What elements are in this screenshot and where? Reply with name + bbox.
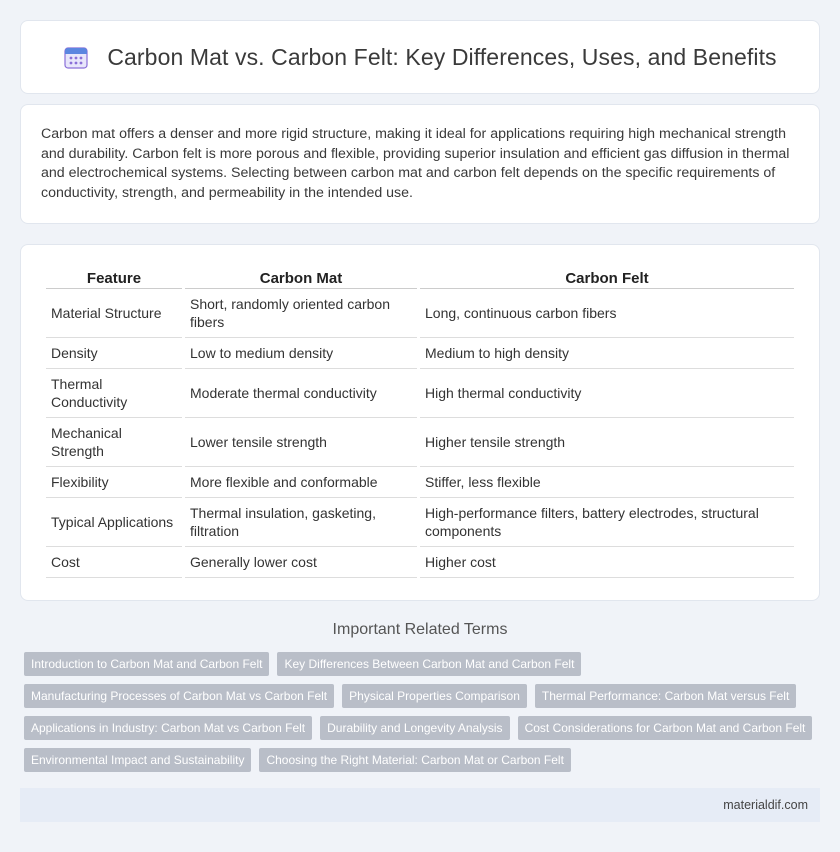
related-term-tag[interactable]: Thermal Performance: Carbon Mat versus Felt [535,684,796,708]
cell-carbon-mat: Low to medium density [185,338,417,369]
cell-feature: Material Structure [46,289,182,338]
comparison-table-card [20,244,820,601]
header-carbon-felt: Carbon Felt [420,265,794,289]
cell-carbon-felt: Higher tensile strength [420,418,794,467]
header-feature: Feature [46,265,182,289]
cell-feature: Thermal Conductivity [46,369,182,418]
footer-site-link[interactable]: materialdif.com [723,798,808,812]
header-card [20,20,820,94]
calendar-icon [63,44,89,70]
related-terms-list [24,652,824,772]
table-row [46,289,794,338]
table-header-row [46,265,794,289]
related-term-tag[interactable]: Manufacturing Processes of Carbon Mat vs Carbon Felt [24,684,334,708]
cell-carbon-mat: Lower tensile strength [185,418,417,467]
cell-carbon-mat: Moderate thermal conductivity [185,369,417,418]
cell-carbon-mat: Short, randomly oriented carbon fibers [185,289,417,338]
title-wrap [63,44,776,71]
cell-carbon-felt: High thermal conductivity [420,369,794,418]
footer [20,788,820,822]
cell-feature: Mechanical Strength [46,418,182,467]
related-term-tag[interactable]: Introduction to Carbon Mat and Carbon Felt [24,652,269,676]
related-term-tag[interactable]: Durability and Longevity Analysis [320,716,509,740]
cell-feature: Flexibility [46,467,182,498]
cell-carbon-mat: More flexible and conformable [185,467,417,498]
cell-carbon-felt: Long, continuous carbon fibers [420,289,794,338]
table-row [46,467,794,498]
cell-carbon-felt: Higher cost [420,547,794,578]
cell-feature: Cost [46,547,182,578]
related-term-tag[interactable]: Physical Properties Comparison [342,684,527,708]
cell-carbon-felt: High-performance filters, battery electrodes, structural components [420,498,794,547]
cell-carbon-mat: Thermal insulation, gasketing, filtration [185,498,417,547]
comparison-table [43,265,797,578]
intro-paragraph: Carbon mat offers a denser and more rigid structure, making it ideal for applications requiring high mechanical strength and durability. Carbon felt is more porous and flexible, providing superior insulation and efficient gas diffusion in thermal and electrochemical systems. Selecting between carbon mat and carbon felt depends on the specific requirements of conductivity, strength, and permeability in the intended use. [41,126,790,201]
intro-card [20,104,820,224]
table-row [46,338,794,369]
cell-carbon-felt: Stiffer, less flexible [420,467,794,498]
table-row [46,369,794,418]
cell-feature: Typical Applications [46,498,182,547]
table-row [46,547,794,578]
cell-carbon-mat: Generally lower cost [185,547,417,578]
table-row [46,418,794,467]
related-term-tag[interactable]: Environmental Impact and Sustainability [24,748,251,772]
cell-carbon-felt: Medium to high density [420,338,794,369]
related-terms-title: Important Related Terms [332,621,508,638]
related-term-tag[interactable]: Key Differences Between Carbon Mat and Carbon Felt [277,652,581,676]
cell-feature: Density [46,338,182,369]
page-title: Carbon Mat vs. Carbon Felt: Key Differences, Uses, and Benefits [107,43,777,70]
related-term-tag[interactable]: Cost Considerations for Carbon Mat and Carbon Felt [518,716,813,740]
related-term-tag[interactable]: Choosing the Right Material: Carbon Mat or Carbon Felt [259,748,570,772]
header-carbon-mat: Carbon Mat [185,265,417,289]
related-term-tag[interactable]: Applications in Industry: Carbon Mat vs Carbon Felt [24,716,312,740]
table-row [46,498,794,547]
